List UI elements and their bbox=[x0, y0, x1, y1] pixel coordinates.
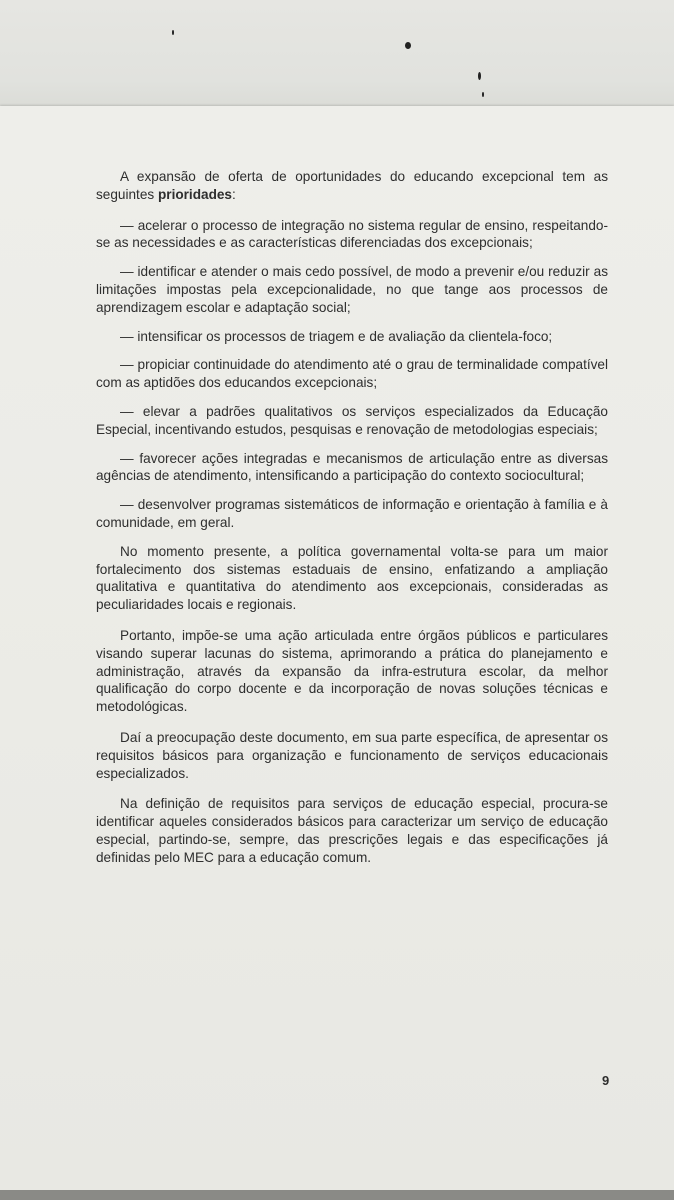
dust-speck bbox=[172, 30, 174, 35]
intro-paragraph bbox=[96, 168, 608, 204]
intro-tail: : bbox=[232, 186, 236, 202]
priority-item: — elevar a padrões qualitativos os serviços especializados da Educação Especial, incentivando estudos, pesquisas e renovação de metodologias especiais; bbox=[96, 403, 608, 437]
page-bottom-edge bbox=[0, 1190, 674, 1200]
dust-speck bbox=[482, 92, 484, 97]
priority-item: — propiciar continuidade do atendimento até o grau de terminalidade compatível com as aptidões dos educandos excepcionais; bbox=[96, 357, 608, 391]
body-paragraph: Portanto, impõe-se uma ação articulada entre órgãos públicos e particulares visando superar lacunas do sistema, aprimorando a prática do planejamento e administração, através da expansão da infra-estrutura escolar, da melhor qualificação do corpo docente e da incorporação de novas soluções técnicas e metodológicas. bbox=[96, 627, 608, 715]
page-number: 9 bbox=[602, 1073, 610, 1088]
body-paragraph: Na definição de requisitos para serviços de educação especial, procura-se identificar aqueles considerados básicos para caracterizar um serviço de educação especial, partindo-se, sempre, das prescrições legais e das especificações já definidas pelo MEC para a educação comum. bbox=[96, 796, 608, 865]
body-paragraph: No momento presente, a política governamental volta-se para um maior fortalecimento dos sistemas estaduais de ensino, enfatizando a ampliação qualitativa e quantitativa do atendimento aos excepcionais, consideradas as peculiaridades locais e regionais. bbox=[96, 543, 608, 613]
document-body bbox=[96, 168, 608, 880]
body-paragraph: Daí a preocupação deste documento, em sua parte específica, de apresentar os requisitos básicos para organização e funcionamento de serviços educacionais especializados. bbox=[96, 729, 608, 781]
dust-speck bbox=[405, 42, 411, 49]
priority-item: — desenvolver programas sistemáticos de informação e orientação à família e à comunidade, em geral. bbox=[96, 497, 608, 530]
priority-item: — identificar e atender o mais cedo possível, de modo a prevenir e/ou reduzir as limitações impostas pela excepcionalidade, no que tange aos processos de aprendizagem escolar e adaptação social; bbox=[96, 264, 608, 315]
dust-speck bbox=[478, 72, 481, 80]
intro-lead: A expansão de oferta de oportunidades do educando excepcional tem as seguintes bbox=[96, 169, 608, 202]
background-surface bbox=[0, 0, 674, 115]
intro-emphasis: prioridades bbox=[157, 186, 232, 202]
priority-item: — favorecer ações integradas e mecanismos de articulação entre as diversas agências de atendimento, intensificando a participação do contexto sociocultural; bbox=[96, 450, 608, 484]
priority-item: — intensificar os processos de triagem e de avaliação da clientela-foco; bbox=[120, 328, 553, 344]
priority-item: — acelerar o processo de integração no sistema regular de ensino, respeitando-se as necessidades e as características diferenciadas dos excepcionais; bbox=[96, 217, 608, 251]
